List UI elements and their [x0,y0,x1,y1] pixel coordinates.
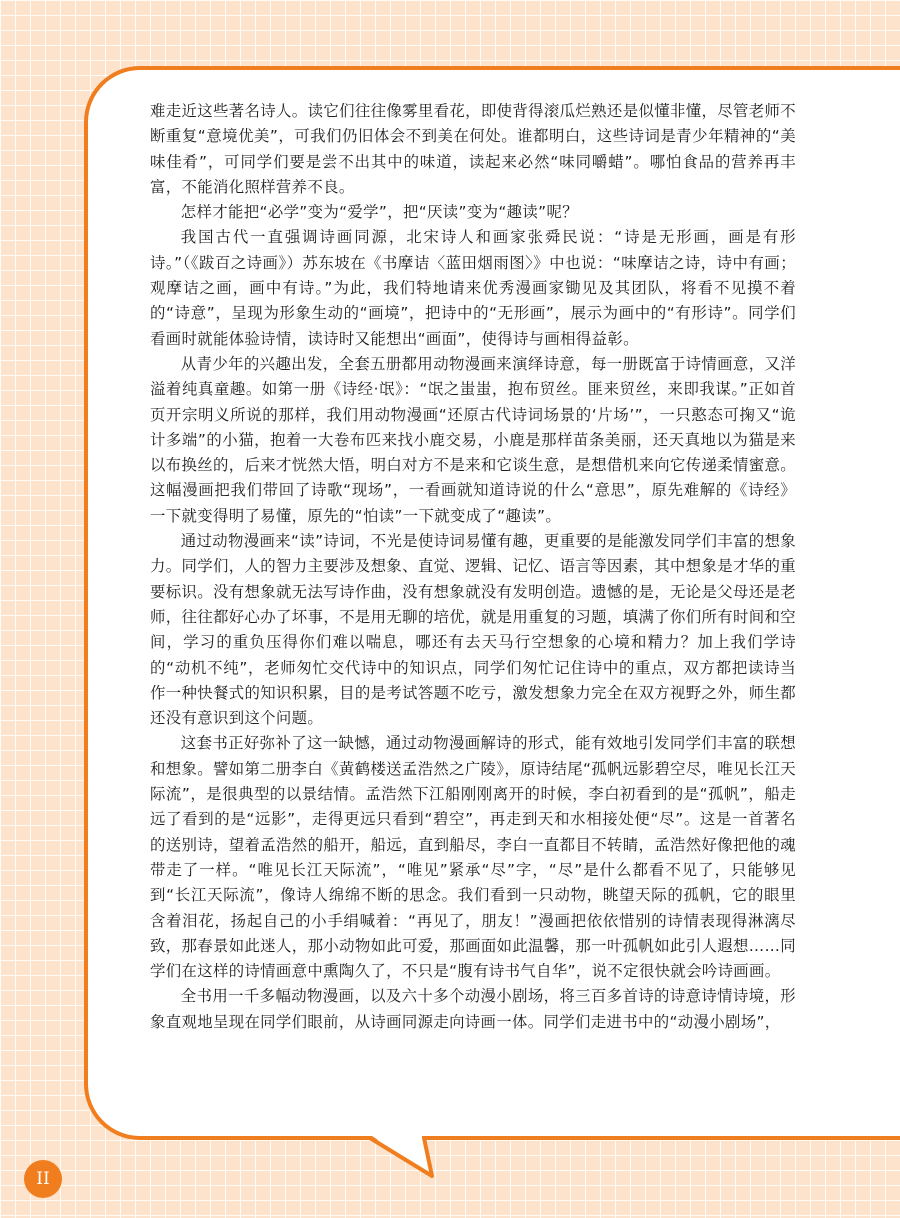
preface-body-text [150,99,796,1035]
paragraph-7: 全书用一千多幅动物漫画，以及六十多个动漫小剧场，将三百多首诗的诗意诗情诗境，形象直观地呈现在同学们眼前，从诗画同源走向诗画一体。同学们走进书中的“动漫小剧场”， [150,987,796,1031]
paragraph-4: 从青少年的兴趣出发，全套五册都用动物漫画来演绎诗意，每一册既富于诗情画意，又洋溢着纯真童趣。如第一册《诗经·氓》：“氓之蚩蚩，抱布贸丝。匪来贸丝，来即我谋。”正如首页开宗明义所说的那样，我们用动物漫画“还原古代诗词场景的‘片场’”，一只憨态可掬又“诡计多端”的小猫，抱着一大卷布匹来找小鹿交易，小鹿是那样苗条美丽，还天真地以为猫是来以布换丝的，后来才恍然大悟，明白对方不是来和它谈生意，是想借机来向它传递柔情蜜意。这幅漫画把我们带回了诗歌“现场”，一看画就知道诗说的什么“意思”，原先难解的《诗经》一下就变得明了易懂，原先的“怕读”一下就变成了“趣读”。 [150,354,796,525]
paragraph-2: 怎样才能把“必学”变为“爱学”，把“厌读”变为“趣读”呢？ [180,203,578,222]
paragraph-5: 通过动物漫画来“读”诗词，不光是使诗词易懂有趣，更重要的是能激发同学们丰富的想象力。同学们，人的智力主要涉及想象、直觉、逻辑、记忆、语言等因素，其中想象是才华的重要标识。没有想象就无法写诗作曲，没有想象就没有发明创造。遗憾的是，无论是父母还是老师，往往都好心办了坏事，不是用无聊的培优，就是用重复的习题，填满了你们所有时间和空间，学习的重负压得你们难以喘息，哪还有去天马行空想象的心境和精力？加上我们学诗的“动机不纯”，老师匆忙交代诗中的知识点，同学们匆忙记住诗中的重点，双方都把读诗当作一种快餐式的知识积累，目的是考试答题不吃亏，激发想象力完全在双方视野之外，师生都还没有意识到这个问题。 [150,532,796,728]
paragraph-6: 这套书正好弥补了这一缺憾，通过动物漫画解诗的形式，能有效地引发同学们丰富的联想和想象。譬如第二册李白《黄鹤楼送孟浩然之广陵》，原诗结尾“孤帆远影碧空尽，唯见长江天际流”，是很典型的以景结情。孟浩然下江船刚刚离开的时候，李白初看到的是“孤帆”，船走远了看到的是“远影”，走得更远只看到“碧空”，再走到天和水相接处便“尽”。这是一首著名的送别诗，望着孟浩然的船开，船远，直到船尽，李白一直都目不转睛，孟浩然好像把他的魂带走了一样。“唯见长江天际流”，“唯见”紧承“尽”字，“尽”是什么都看不见了，只能够见到“长江天际流”，像诗人绵绵不断的思念。我们看到一只动物，眺望天际的孤帆，它的眼里含着泪花，扬起自己的小手绢喊着：“再见了，朋友！”漫画把依依惜别的诗情表现得淋漓尽致，那春景如此迷人，那小动物如此可爱，那画面如此温馨，那一叶孤帆如此引人遐想……同学们在这样的诗情画意中熏陶久了，不只是“腹有诗书气自华”，说不定很快就会吟诗画画。 [150,734,796,981]
paragraph-1: 难走近这些著名诗人。读它们往往像雾里看花，即使背得滚瓜烂熟还是似懂非懂，尽管老师不断重复“意境优美”，可我们仍旧体会不到美在何处。谁都明白，这些诗词是青少年精神的“美味佳肴”，可同学们要是尝不出其中的味道，读起来必然“味同嚼蜡”。哪怕食品的营养再丰富，不能消化照样营养不良。 [150,102,796,196]
paragraph-3: 我国古代一直强调诗画同源，北宋诗人和画家张舜民说：“诗是无形画，画是有形诗。”（《跋百之诗画》）苏东坡在《书摩诘〈蓝田烟雨图〉》中也说：“味摩诘之诗，诗中有画；观摩诘之画，画中有诗。”为此，我们特地请来优秀漫画家锄见及其团队，将看不见摸不着的“诗意”，呈现为形象生动的“画境”，把诗中的“无形画”，展示为画中的“有形诗”。同学们看画时就能体验诗情，读诗时又能想出“画面”，使得诗与画相得益彰。 [150,228,796,348]
page-number-badge: II [24,1160,62,1198]
